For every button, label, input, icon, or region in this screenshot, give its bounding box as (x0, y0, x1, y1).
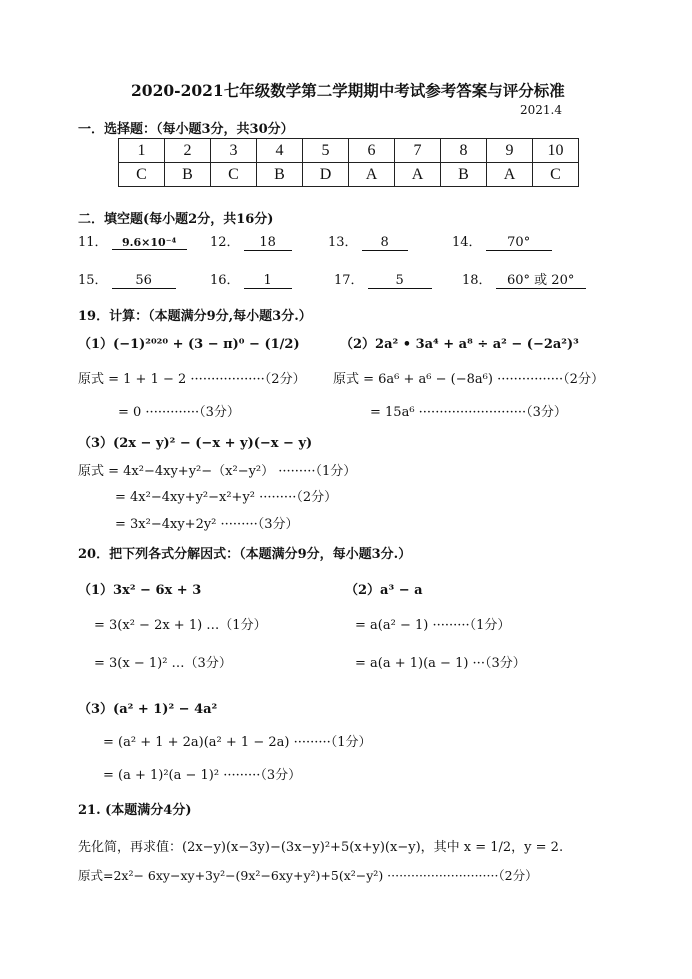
table-cell: C (533, 163, 579, 187)
q20-part2-step1: = a(a² − 1) ·········（1分） (355, 618, 511, 633)
q19-part3: （3）(2x − y)² − (−x + y)(−x − y) (78, 436, 313, 451)
q20-heading: 20．把下列各式分解因式：（本题满分9分，每小题3分.） (78, 547, 412, 562)
table-cell: B (165, 163, 211, 187)
q19-part1-step2: = 0 ·············（3分） (118, 405, 240, 420)
table-cell: C (211, 163, 257, 187)
table-cell: A (349, 163, 395, 187)
fill-number: 15． (78, 273, 108, 288)
fill-number: 12． (210, 235, 240, 250)
q21-step1: 原式=2x²− 6xy−xy+3y²−(9x²−6xy+y²)+5(x²−y²) ····························（2分） (78, 868, 538, 883)
q19-part2-step1: 原式 = 6a⁶ + a⁶ − (−8a⁶) ················（2分） (333, 372, 604, 387)
table-cell: A (487, 163, 533, 187)
table-cell: B (257, 163, 303, 187)
q19-part2: （2）2a² • 3a⁴ + a⁸ ÷ a² − (−2a²)³ (340, 337, 579, 352)
section1-heading: 一．选择题：（每小题3分，共30分） (78, 122, 294, 137)
q20-part1: （1）3x² − 6x + 3 (78, 583, 202, 598)
fill-item-17 (334, 269, 432, 289)
fill-answer: 18 (244, 235, 292, 251)
q19-part1: （1）(−1)²⁰²⁰ + (3 − π)⁰ − (1/2) (78, 337, 300, 352)
answer-table (118, 138, 579, 187)
table-cell: B (441, 163, 487, 187)
q19-part3-step1: 原式 = 4x²−4xy+y²−（x²−y²） ·········（1分） (78, 464, 357, 479)
fill-answer: 8 (362, 235, 408, 251)
table-cell: 1 (119, 139, 165, 163)
fill-item-14 (452, 231, 552, 251)
q21-prompt: 先化简，再求值：(2x−y)(x−3y)−(3x−y)²+5(x+y)(x−y)，其中 x = 1/2，y = 2. (78, 840, 564, 855)
q20-part2: （2）a³ − a (345, 583, 423, 598)
fill-item-11 (78, 231, 187, 250)
table-cell: D (303, 163, 349, 187)
fill-item-18 (462, 269, 586, 289)
fill-answer: 56 (112, 273, 176, 289)
table-cell: 2 (165, 139, 211, 163)
fill-number: 14． (452, 235, 482, 250)
q20-part3-step2: = (a + 1)²(a − 1)² ·········（3分） (103, 768, 302, 783)
table-cell: 8 (441, 139, 487, 163)
fill-item-16 (210, 269, 292, 289)
fill-number: 16． (210, 273, 240, 288)
table-cell: 7 (395, 139, 441, 163)
q19-part2-step2: = 15a⁶ ··························（3分） (370, 405, 567, 420)
document-title: 2020-2021七年级数学第二学期期中考试参考答案与评分标准 (131, 81, 565, 100)
q19-part3-step2: = 4x²−4xy+y²−x²+y² ·········（2分） (115, 490, 338, 505)
table-cell: 5 (303, 139, 349, 163)
table-cell: 10 (533, 139, 579, 163)
q19-part3-step3: = 3x²−4xy+2y² ·········（3分） (115, 517, 299, 532)
fill-item-12 (210, 231, 292, 251)
fill-number: 17． (334, 273, 364, 288)
table-cell: A (395, 163, 441, 187)
q20-part3-step1: = (a² + 1 + 2a)(a² + 1 − 2a) ·········（1分） (103, 735, 372, 750)
fill-number: 11． (78, 235, 108, 250)
document-date: 2021.4 (520, 103, 562, 117)
q19-heading: 19．计算：（本题满分9分,每小题3分.） (78, 309, 312, 324)
section2-heading: 二．填空题(每小题2分，共16分) (78, 212, 274, 227)
q20-part2-step2: = a(a + 1)(a − 1) ···（3分） (355, 656, 526, 671)
answer-table-numbers-row (119, 139, 579, 163)
q20-part3: （3）(a² + 1)² − 4a² (78, 702, 218, 717)
fill-number: 13． (328, 235, 358, 250)
q20-part1-step2: = 3(x − 1)² …（3分） (94, 656, 232, 671)
table-cell: C (119, 163, 165, 187)
fill-answer: 5 (368, 273, 432, 289)
table-cell: 3 (211, 139, 257, 163)
table-cell: 4 (257, 139, 303, 163)
fill-answer: 60° 或 20° (496, 269, 586, 289)
q21-heading: 21. (本题满分4分) (78, 803, 192, 818)
fill-answer: 70° (486, 235, 552, 251)
fill-item-13 (328, 231, 408, 251)
q20-part1-step1: = 3(x² − 2x + 1) …（1分） (94, 618, 267, 633)
fill-answer: 1 (244, 273, 292, 289)
fill-answer: 9.6×10⁻⁴ (112, 236, 187, 250)
answer-table-answers-row (119, 163, 579, 187)
fill-number: 18． (462, 273, 492, 288)
table-cell: 6 (349, 139, 395, 163)
table-cell: 9 (487, 139, 533, 163)
q19-part1-step1: 原式 = 1 + 1 − 2 ··················（2分） (78, 372, 306, 387)
fill-item-15 (78, 269, 176, 289)
